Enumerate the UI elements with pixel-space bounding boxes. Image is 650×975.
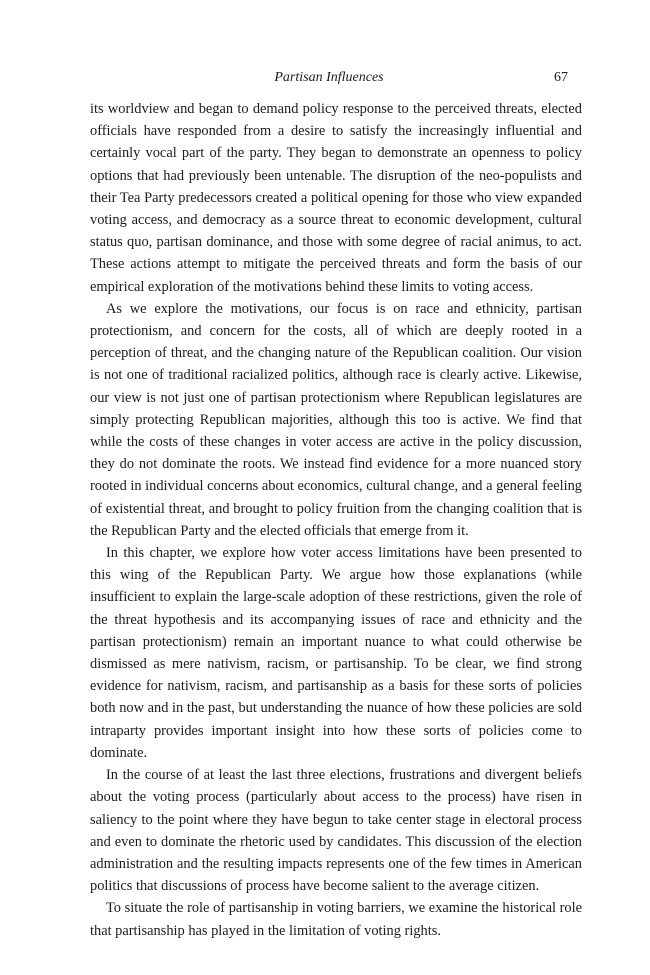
paragraph-4: In the course of at least the last three elections, frustrations and divergent beliefs about the voting process (particularly about access to the process) have risen in saliency to the point where they have begun to take center stage in electoral process and even to dominate the rhetoric used by candidates. This discussion of the election administration and the resulting impacts represents one of the few times in American politics that discussions of process have become salient to the average citizen. <box>90 767 582 895</box>
paragraph-1: its worldview and began to demand policy response to the perceived threats, elected officials have responded from a desire to satisfy the increasingly influential and certainly vocal part of the party. They began to demonstrate an openness to policy options that had previously been untenable. The disruption of the neo-populists and their Tea Party predecessors created a political opening for those who view expanded voting access, and democracy as a source threat to economic development, cultural status quo, partisan dominance, and those with some degree of racial animus, to act. These actions attempt to mitigate the perceived threats and form the basis of our empirical exploration of the motivations behind these limits to voting access. <box>90 101 582 295</box>
running-title: Partisan Influences <box>274 70 384 85</box>
body-text <box>90 98 582 942</box>
paragraph-5: To situate the role of partisanship in voting barriers, we examine the historical role that partisanship has played in the limitation of voting rights. <box>90 900 582 939</box>
paragraph-2: As we explore the motivations, our focus is on race and ethnicity, partisan protectionism, and concern for the costs, all of which are deeply rooted in a perception of threat, and the changing nature of the Republican coalition. Our vision is not one of traditional racialized politics, although race is clearly active. Likewise, our view is not just one of partisan protectionism where Republican legislatures are simply protecting Republican majorities, although this too is active. We find that while the costs of these changes in voter access are active in the policy discussion, they do not dominate the roots. We instead find evidence for a more nuanced story rooted in individual concerns about economics, cultural change, and a general feeling of existential threat, and brought to policy fruition from the changing coalition that is the Republican Party and the elected officials that emerge from it. <box>90 300 582 539</box>
running-head <box>90 70 568 90</box>
page-number: 67 <box>554 70 568 85</box>
paragraph-3: In this chapter, we explore how voter access limitations have been presented to this wing of the Republican Party. We argue how those explanations (while insufficient to explain the large-scale adoption of these restrictions, given the role of the threat hypothesis and its accompanying issues of race and ethnicity and the partisan protectionism) remain an important nuance to what could otherwise be dismissed as mere nativism, racism, or partisanship. To be clear, we find strong evidence for nativism, racism, and partisanship as a basis for these sorts of policies both now and in the past, but understanding the nuance of how these policies are sold intraparty provides important insight into how these sorts of policies come to dominate. <box>90 545 582 761</box>
